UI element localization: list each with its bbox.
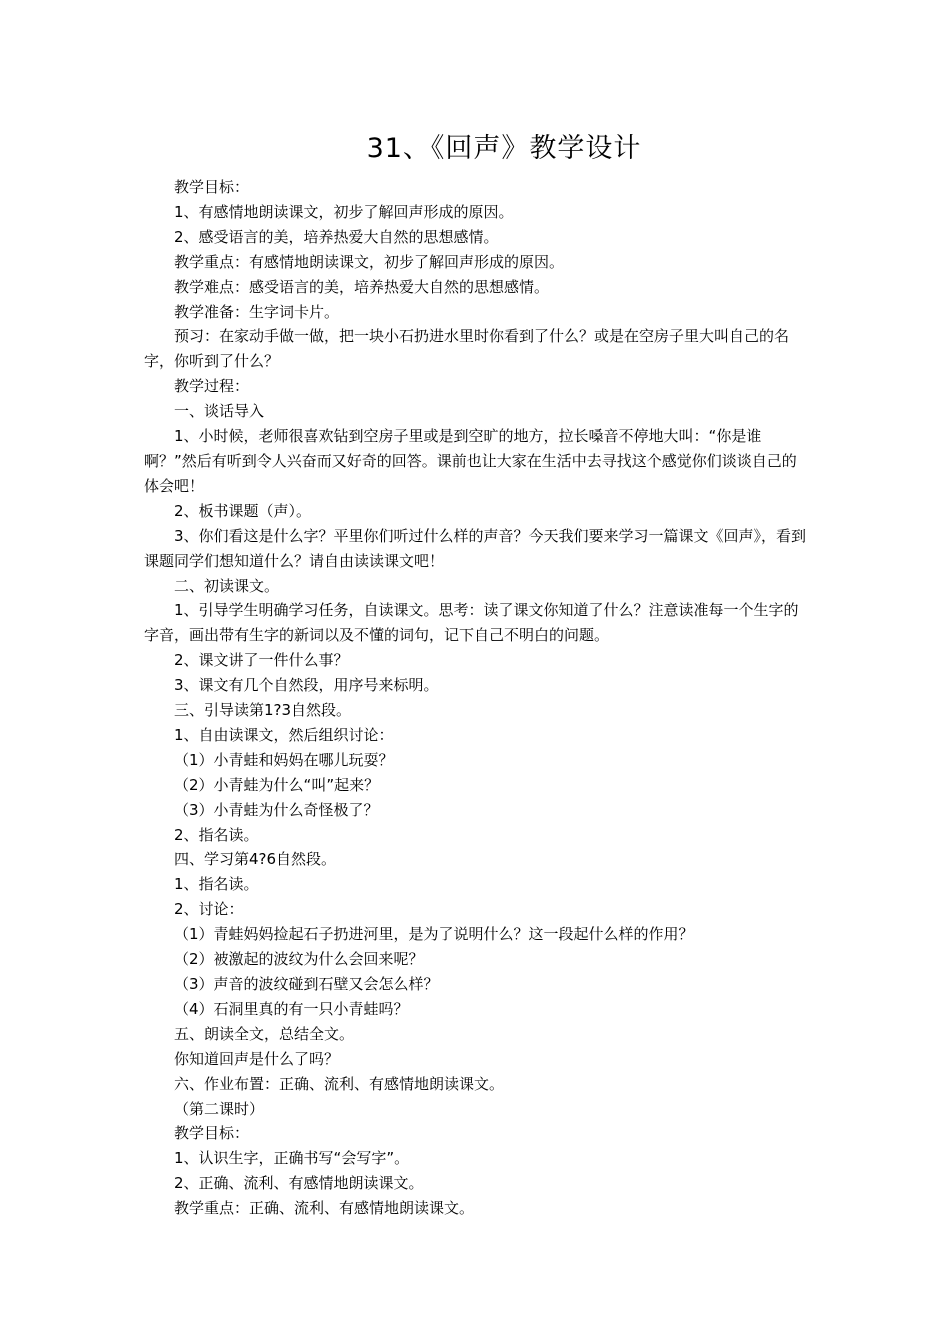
paragraph: 三、引导读第1?3自然段。	[174, 701, 352, 720]
document-body	[144, 175, 808, 1221]
paragraph: （第二课时）	[174, 1099, 265, 1118]
paragraph: 1、自由读课文，然后组织讨论：	[174, 725, 394, 744]
paragraph: 教学准备：生字词卡片。	[174, 302, 340, 321]
paragraph: 一、谈话导入	[174, 402, 265, 421]
paragraph: （1）青蛙妈妈捡起石子扔进河里，是为了说明什么？这一段起什么样的作用？	[174, 925, 694, 944]
paragraph: 四、学习第4?6自然段。	[174, 850, 337, 869]
paragraph: 教学难点：感受语言的美，培养热爱大自然的思想感情。	[174, 277, 550, 296]
paragraph: 2、感受语言的美，培养热爱大自然的思想感情。	[174, 227, 499, 246]
paragraph: 1、认识生字，正确书写“会写字”。	[174, 1149, 410, 1168]
paragraph: （3）小青蛙为什么奇怪极了？	[174, 800, 379, 819]
paragraph: 2、板书课题（声）。	[174, 501, 312, 520]
paragraph: 教学重点：有感情地朗读课文，初步了解回声形成的原因。	[174, 252, 565, 271]
paragraph: （1）小青蛙和妈妈在哪儿玩耍？	[174, 750, 394, 769]
paragraph: 2、指名读。	[174, 825, 259, 844]
paragraph: 教学过程：	[174, 377, 250, 396]
paragraph: 五、朗读全文，总结全文。	[174, 1024, 355, 1043]
paragraph: （3）声音的波纹碰到石壁又会怎么样？	[174, 975, 439, 993]
paragraph: 1、引导学生明确学习任务，自读课文。思考：读了课文你知道了什么？注意读准每一个生字的字音，画出带有生字的新词以及不懂的词句，记下自己不明白的问题。	[144, 601, 799, 645]
paragraph: 2、正确、流利、有感情地朗读课文。	[174, 1174, 424, 1193]
paragraph: （2）小青蛙为什么“叫”起来？	[174, 775, 380, 794]
paragraph: 3、课文有几个自然段，用序号来标明。	[174, 676, 439, 695]
paragraph: 1、指名读。	[174, 875, 259, 894]
paragraph: 2、讨论：	[174, 900, 244, 919]
paragraph: 教学目标：	[174, 178, 250, 196]
paragraph: 二、初读课文。	[174, 576, 280, 595]
paragraph: 六、作业布置：正确、流利、有感情地朗读课文。	[174, 1074, 505, 1093]
document-title: 31、《回声》教学设计	[366, 133, 642, 164]
paragraph: 2、课文讲了一件什么事？	[174, 651, 349, 670]
paragraph: （2）被激起的波纹为什么会回来呢？	[174, 950, 424, 969]
paragraph: 3、你们看这是什么字？平里你们听过什么样的声音？今天我们要来学习一篇课文《回声》，看到课题同学们想知道什么？请自由读读课文吧！	[144, 526, 807, 570]
paragraph: 教学目标：	[174, 1124, 250, 1143]
paragraph: （4）石洞里真的有一只小青蛙吗？	[174, 999, 409, 1018]
paragraph: 1、有感情地朗读课文，初步了解回声形成的原因。	[174, 202, 514, 221]
paragraph: 你知道回声是什么了吗？	[174, 1049, 340, 1068]
paragraph: 1、小时候，老师很喜欢钻到空房子里或是到空旷的地方，拉长嗓音不停地大叫：“你是谁啊？”然后有听到令人兴奋而又好奇的回答。课前也让大家在生活中去寻找这个感觉你们谈谈自己的体会吧！	[144, 427, 797, 495]
paragraph: 预习：在家动手做一做，把一块小石扔进水里时你看到了什么？或是在空房子里大叫自己的名字，你听到了什么？	[144, 327, 790, 371]
paragraph: 教学重点：正确、流利、有感情地朗读课文。	[174, 1199, 475, 1218]
